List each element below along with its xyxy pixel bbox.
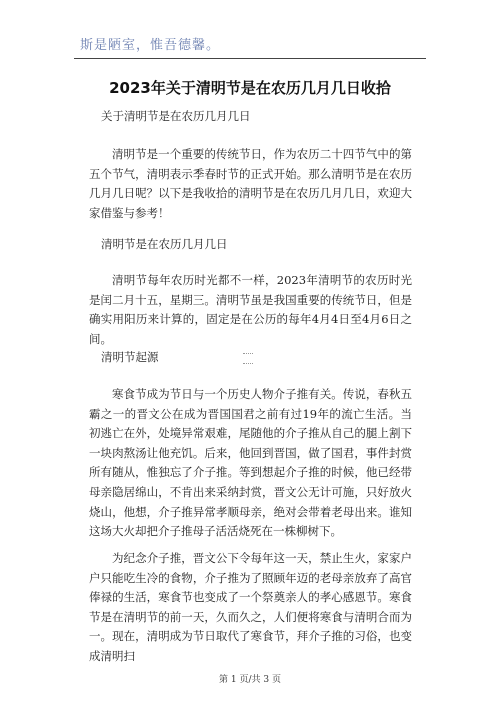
lunar-date-paragraph: 清明节每年农历时光都不一样，2023年清明节的农历时光是闰二月十五，星期三。清明节虽是我国重要的传统节日，但是确实用阳历来计算的，固定是在公历的每年4月4日至4月6日之间。 — [89, 273, 412, 346]
document-title: 2023年关于清明节是在农历几月几日收拾 — [109, 79, 391, 97]
origin-paragraph-block — [89, 385, 412, 542]
header-divider — [74, 58, 426, 59]
memorial-paragraph: 为纪念介子推，晋文公下令每年这一天，禁止生火，家家户户只能吃生冷的食物，介子推为了照顾年迈的老母亲放弃了高官俸禄的生活，寒食节也变成了一个祭奠亲人的孝心感恩节。寒食节是在清明节的前一天，久而久之，人们便将寒食与清明合而为一。现在，清明成为节日取代了寒食节，拜介子推的习俗，也变成清明扫 — [89, 551, 412, 663]
page-number: 第 1 页/共 3 页 — [219, 675, 281, 685]
section-heading-origin: 清明节起源 — [101, 350, 159, 364]
memorial-paragraph-block — [89, 549, 412, 667]
origin-paragraph: 寒食节成为节日与一个历史人物介子推有关。传说，春秋五霸之一的晋文公在成为晋国国君之前有过19年的流亡生活。当初逃亡在外，处境异常艰难，尾随他的介子推从自己的腿上割下一块肉熬汤让他充饥。后来，他回到晋国，做了国君，事件封赏所有随从，惟独忘了介子推。等到想起介子推的时候，他已经带母亲隐居绵山，不肯出来采纳封赏，晋文公无计可施，只好放火烧山，他想，介子推异常孝顺母亲，绝对会带着老母出来。谁知这场大火却把介子推母子活活烧死在一株柳树下。 — [89, 387, 412, 539]
intro-paragraph-block — [89, 145, 412, 223]
lunar-date-paragraph-block — [89, 271, 412, 349]
section-heading-date: 关于清明节是在农历几月几日 — [101, 109, 251, 123]
section-heading-lunar-date: 清明节是在农历几月几日 — [101, 237, 228, 251]
small-mark-icon — [243, 353, 253, 364]
intro-paragraph: 清明节是一个重要的传统节日，作为农历二十四节气中的第五个节气，清明表示季春时节的正式开始。那么清明节是在农历几月几日呢？以下是我收拾的清明节是在农历几月几日，欢迎大家借鉴与参考！ — [89, 147, 412, 220]
header-motto: 斯是陋室，惟吾德馨。 — [80, 38, 221, 53]
